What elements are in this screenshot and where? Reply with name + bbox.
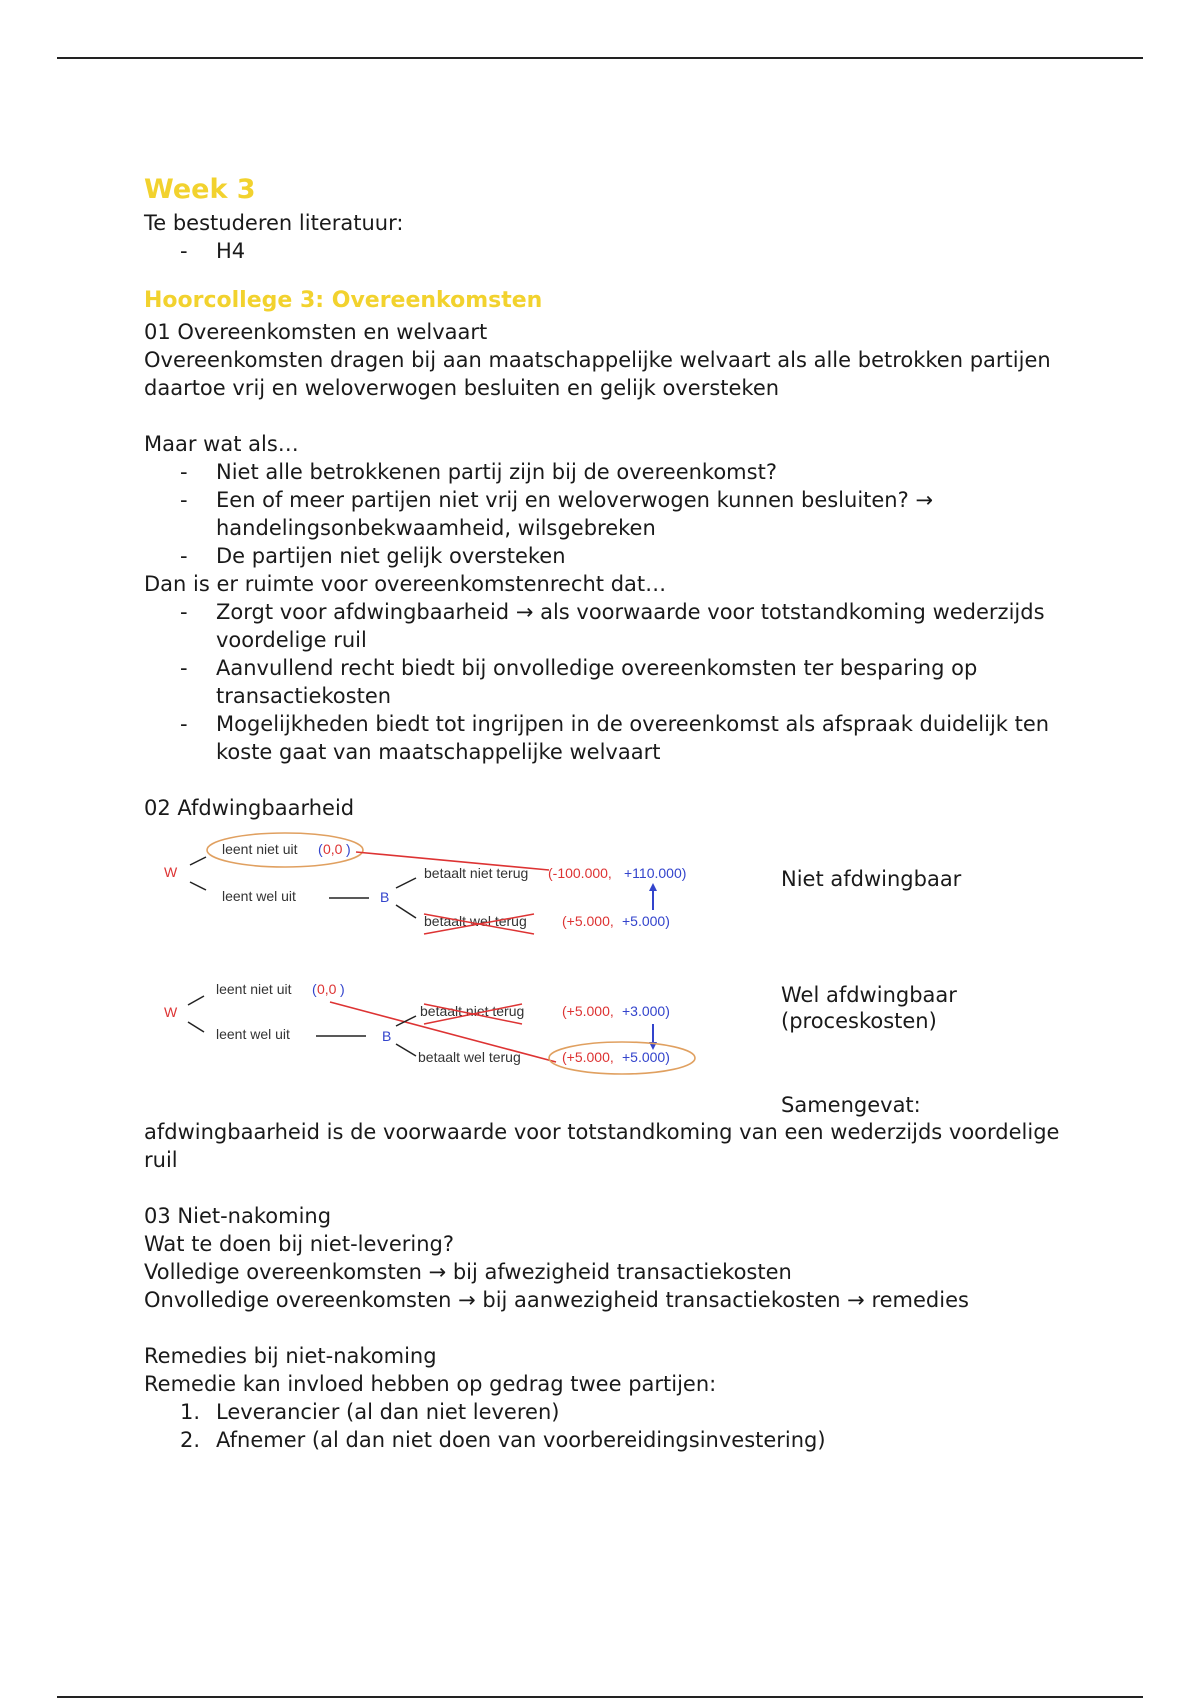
list-item: 2. Afnemer (al dan niet doen van voorbereidingsinvestering) bbox=[180, 1428, 826, 1452]
arrow-head-icon bbox=[649, 883, 657, 891]
tree1-b-down-payoff-b: +5.000) bbox=[622, 913, 670, 929]
list-item: - Niet alle betrokkenen partij zijn bij de overeenkomst? bbox=[180, 460, 777, 484]
tree1-branch-up: leent niet uit bbox=[222, 841, 298, 857]
list-item: - H4 bbox=[180, 239, 246, 263]
list-item: - De partijen niet gelijk oversteken bbox=[180, 544, 566, 568]
tree2-branch-down: leent wel uit bbox=[216, 1026, 290, 1042]
section-03-line1: Volledige overeenkomsten → bij afwezigheid transactiekosten bbox=[144, 1260, 792, 1284]
what-if-list bbox=[144, 458, 1084, 570]
tree1-b-up: betaalt niet terug bbox=[424, 865, 529, 881]
tree-2 bbox=[164, 981, 695, 1074]
tree1-node-b: B bbox=[380, 889, 390, 905]
page-title: Week 3 bbox=[144, 174, 256, 205]
tree2-payoff-open: ( bbox=[312, 981, 317, 997]
then-label: Dan is er ruimte voor overeenkomstenrecht dat… bbox=[144, 572, 667, 596]
tree2-b-up-payoff-a: (+5.000, bbox=[562, 1003, 614, 1019]
tree1-b-up-payoff-a: (-100.000, bbox=[548, 865, 612, 881]
bottom-rule bbox=[57, 1696, 1143, 1698]
tree-1 bbox=[164, 833, 686, 934]
remedies-intro: Remedie kan invloed hebben op gedrag twee partijen: bbox=[144, 1372, 717, 1396]
tree1-payoff-val: 0,0 bbox=[323, 841, 343, 857]
tree1-b-down-payoff-a: (+5.000, bbox=[562, 913, 614, 929]
then-list bbox=[144, 598, 1084, 766]
tree2-payoff-close: ) bbox=[340, 981, 345, 997]
list-item: - Een of meer partijen niet vrij en weloverwogen kunnen besluiten? → handelingsonbekwaamheid, wilsgebreken bbox=[180, 488, 934, 540]
tree2-root: W bbox=[164, 1004, 178, 1020]
section-02-heading: 02 Afdwingbaarheid bbox=[144, 796, 355, 820]
tree2-b-up: betaalt niet terug bbox=[420, 1003, 525, 1019]
tree1-b-down: betaalt wel terug bbox=[424, 913, 527, 929]
summary-text: afdwingbaarheid is de voorwaarde voor totstandkoming van een wederzijds voordelige ruil bbox=[144, 1120, 1060, 1172]
tree1-root: W bbox=[164, 864, 178, 880]
section-03-heading: 03 Niet-nakoming bbox=[144, 1204, 332, 1228]
summary-label: Samengevat: bbox=[781, 1093, 921, 1117]
literature-label: Te bestuderen literatuur: bbox=[144, 211, 404, 235]
section-01-heading: 01 Overeenkomsten en welvaart bbox=[144, 320, 488, 344]
tree1-branch-down: leent wel uit bbox=[222, 888, 296, 904]
list-item: 1. Leverancier (al dan niet leveren) bbox=[180, 1400, 560, 1424]
section-03-line2: Onvolledige overeenkomsten → bij aanwezigheid transactiekosten → remedies bbox=[144, 1288, 969, 1312]
list-item: - Mogelijkheden biedt tot ingrijpen in de overeenkomst als afspraak duidelijk ten koste gaat van maatschappelijke welvaart bbox=[180, 712, 1050, 764]
tree1-payoff-open: ( bbox=[318, 841, 323, 857]
remedies-heading: Remedies bij niet-nakoming bbox=[144, 1344, 437, 1368]
game-tree-diagrams bbox=[144, 830, 1084, 1118]
label-niet-afdwingbaar: Niet afdwingbaar bbox=[781, 867, 962, 891]
remedies-list bbox=[144, 1398, 1084, 1454]
top-rule bbox=[57, 57, 1143, 59]
list-item: - Aanvullend recht biedt bij onvolledige overeenkomsten ter besparing op transactiekosten bbox=[180, 656, 978, 708]
list-item: - Zorgt voor afdwingbaarheid → als voorwaarde voor totstandkoming wederzijds voordelige ruil bbox=[180, 600, 1045, 652]
game-tree-svg bbox=[144, 830, 744, 1118]
tree2-b-down: betaalt wel terug bbox=[418, 1049, 521, 1065]
section-03-question: Wat te doen bij niet-levering? bbox=[144, 1232, 455, 1256]
tree2-b-down-payoff-a: (+5.000, bbox=[562, 1049, 614, 1065]
section-01-intro: Overeenkomsten dragen bij aan maatschappelijke welvaart als alle betrokken partijen daartoe vrij en weloverwogen besluiten en gelijk oversteken bbox=[144, 348, 1051, 400]
literature-list bbox=[144, 237, 1084, 265]
tree2-b-up-payoff-b: +3.000) bbox=[622, 1003, 670, 1019]
tree2-payoff-val: 0,0 bbox=[317, 981, 337, 997]
document-body bbox=[144, 173, 1084, 1454]
tree2-b-down-payoff-b: +5.000) bbox=[622, 1049, 670, 1065]
tree1-b-up-payoff-b: +110.000) bbox=[624, 865, 687, 881]
label-wel-afdwingbaar: Wel afdwingbaar (proceskosten) bbox=[781, 983, 957, 1033]
tree2-node-b: B bbox=[382, 1028, 392, 1044]
tree2-branch-up: leent niet uit bbox=[216, 981, 292, 997]
what-if-label: Maar wat als… bbox=[144, 432, 299, 456]
tree1-payoff-close: ) bbox=[346, 841, 351, 857]
lecture-title: Hoorcollege 3: Overeenkomsten bbox=[144, 288, 543, 313]
